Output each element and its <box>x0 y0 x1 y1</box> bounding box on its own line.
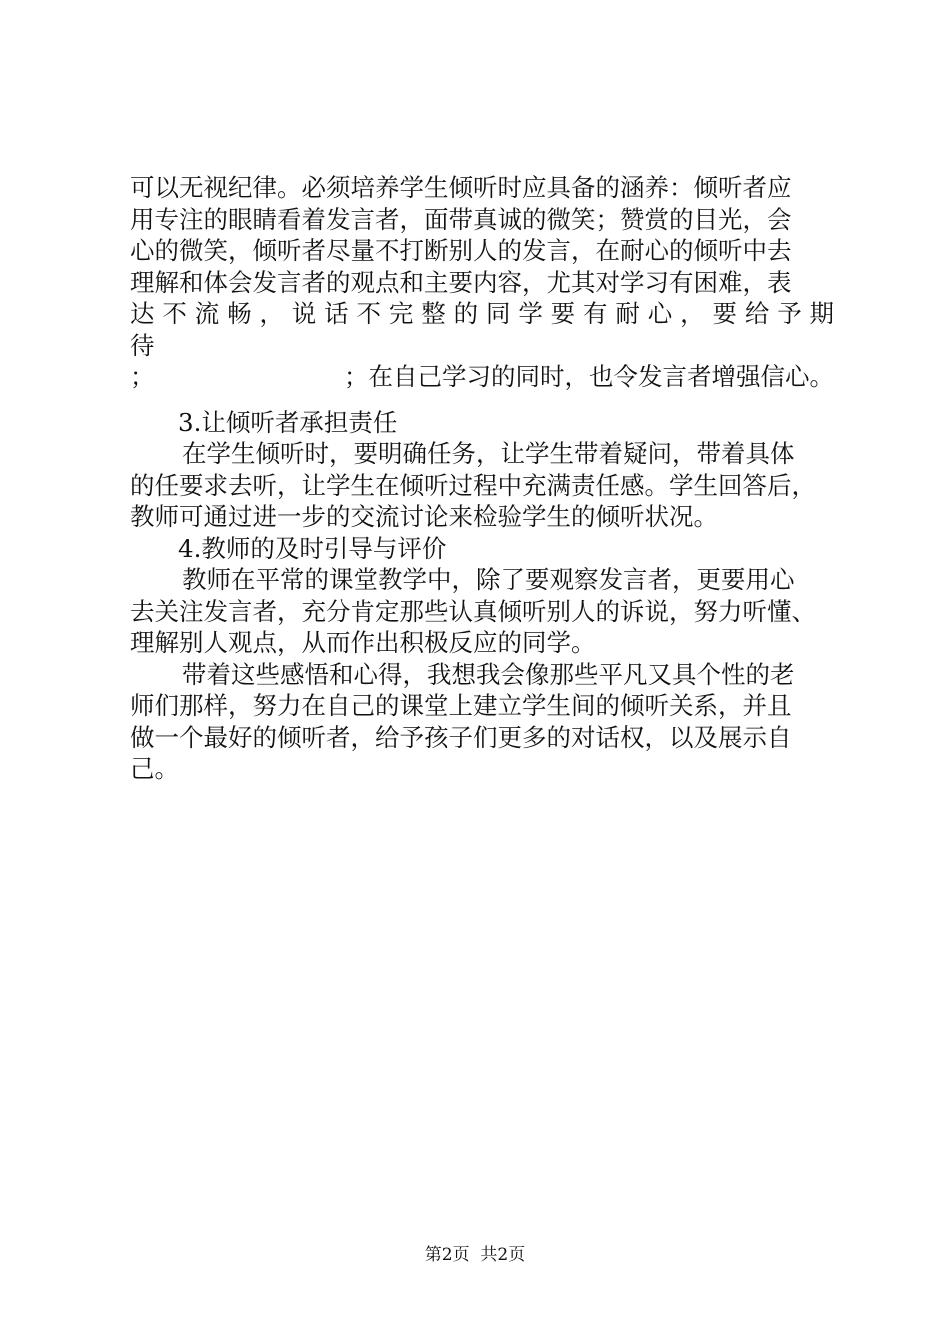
text-char: 整 <box>421 299 446 328</box>
section-heading: 3.让倾听者承担责任 <box>178 407 398 437</box>
text-char: ， <box>680 299 705 328</box>
text-char: 期 <box>809 299 835 328</box>
text-line: 在学生倾听时，要明确任务，让学生带着疑问，带着具体 <box>182 439 795 468</box>
text-line: 理解别人观点，从而作出积极反应的同学。 <box>130 628 596 657</box>
text-char: 流 <box>194 299 220 328</box>
document-body <box>130 172 834 785</box>
text-char: 说 <box>291 299 317 328</box>
text-line: 可以无视纪律。必须培养学生倾听时应具备的涵养：倾听者应 <box>130 173 792 202</box>
text-char: 达 <box>130 299 155 328</box>
justified-text <box>130 299 834 360</box>
text-char: 要 <box>550 299 576 328</box>
text-line: 教师在平常的课堂教学中，除了要观察发言者，更要用心 <box>182 565 795 594</box>
text-line: 心的微笑，倾听者尽量不打断别人的发言，在耐心的倾听中去 <box>130 236 792 265</box>
text-line: 的任要求去听，让学生在倾听过程中充满责任感。学生回答后， <box>130 470 816 500</box>
text-char: 待 <box>130 330 155 360</box>
section-teacher-guidance <box>130 533 834 659</box>
text-fragment-right: ；在自己学习的同时，也令发言者增强信心。 <box>344 362 834 391</box>
text-line: 理解和体会发言者的观点和主要内容，尤其对学习有困难，表 <box>130 267 792 297</box>
text-line-split <box>130 361 834 393</box>
text-char: 畅 <box>227 299 252 328</box>
text-char: 不 <box>356 299 382 328</box>
text-char: 有 <box>583 299 608 328</box>
section-heading: 4.教师的及时引导与评价 <box>178 533 447 563</box>
paragraph-discipline <box>130 172 834 393</box>
paragraph-gap <box>130 393 834 407</box>
section-responsibility <box>130 407 834 533</box>
text-char: 予 <box>777 299 802 328</box>
text-fragment-left: ； <box>130 362 155 391</box>
text-line <box>130 298 834 361</box>
text-line: 做一个最好的倾听者，给予孩子们更多的对话权，以及展示自 <box>130 722 792 752</box>
text-char: 心 <box>647 299 673 328</box>
text-char: 完 <box>388 299 414 328</box>
text-char: 给 <box>744 299 770 328</box>
closing-paragraph <box>130 659 834 785</box>
text-line: 用专注的眼睛看着发言者，面带真诚的微笑；赞赏的目光，会 <box>130 204 792 234</box>
text-char: ， <box>259 299 284 328</box>
text-line: 己。 <box>130 754 179 783</box>
text-line: 去关注发言者，充分肯定那些认真倾听别人的诉说，努力听懂、 <box>130 596 816 626</box>
page-number-footer: 第2页 共2页 <box>424 1245 526 1265</box>
text-char: 同 <box>485 299 511 328</box>
text-char: 话 <box>324 299 349 328</box>
text-line: 带着这些感悟和心得，我想我会像那些平凡又具个性的老 <box>182 659 795 689</box>
text-char: 学 <box>518 299 543 328</box>
text-line: 师们那样，努力在自己的课堂上建立学生间的倾听关系，并且 <box>130 691 792 720</box>
text-char: 耐 <box>615 299 640 328</box>
text-char: 的 <box>453 299 479 328</box>
text-char: 要 <box>712 299 737 328</box>
text-char: 不 <box>162 299 187 328</box>
text-line: 教师可通过进一步的交流讨论来检验学生的倾听状况。 <box>130 502 718 531</box>
